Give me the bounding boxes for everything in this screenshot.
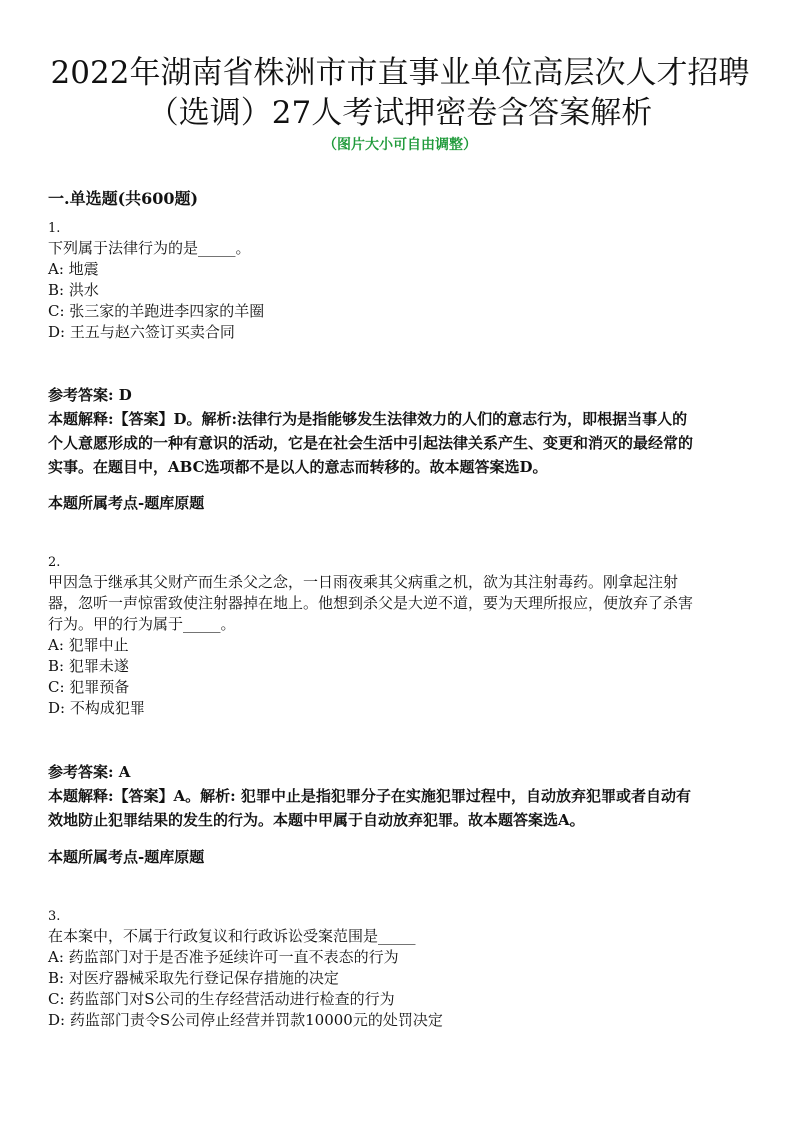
question-stem: 下列属于法律行为的是_____。 (48, 239, 251, 257)
question-stem: 甲因急于继承其父财产而生杀父之念，一日雨夜乘其父病重之机，欲为其注射毒药。刚拿起注射 (48, 573, 679, 591)
explanation-line: 个人意愿形成的一种有意识的活动，它是在社会生活中引起法律关系产生、变更和消灭的最经常的 (48, 434, 694, 452)
question-2 (48, 554, 760, 719)
answer-block-2 (48, 760, 760, 832)
page-title-line-2: （选调）27人考试押密卷含答案解析 (147, 95, 653, 131)
option-a: A: 犯罪中止 (48, 636, 129, 654)
reference-answer: 参考答案: A (48, 763, 131, 781)
option-d: D: 药监部门责令S公司停止经营并罚款10000元的处罚决定 (48, 1011, 443, 1029)
knowledge-point: 本题所属考点-题库原题 (48, 848, 205, 866)
question-1 (48, 220, 760, 343)
option-c: C: 犯罪预备 (48, 678, 130, 696)
question-stem: 器，忽听一声惊雷致使注射器掉在地上。他想到杀父是大逆不道，要为天理所报应，便放弃了杀害 (48, 594, 694, 612)
question-3 (48, 908, 760, 1031)
question-number: 2. (48, 555, 61, 570)
question-number: 3. (48, 909, 61, 924)
knowledge-point: 本题所属考点-题库原题 (48, 494, 205, 512)
page-title-line-1: 2022年湖南省株洲市市直事业单位高层次人才招聘 (50, 55, 750, 91)
option-b: B: 洪水 (48, 281, 99, 299)
option-d: D: 王五与赵六签订买卖合同 (48, 323, 235, 341)
question-number: 1. (48, 221, 61, 236)
explanation-line: 实事。在题目中，ABC选项都不是以人的意志而转移的。故本题答案选D。 (48, 458, 548, 476)
option-c: C: 张三家的羊跑进李四家的羊圈 (48, 302, 265, 320)
page-subtitle: （图片大小可自由调整） (323, 137, 477, 153)
explanation-line: 本题解释:【答案】D。解析:法律行为是指能够发生法律效力的人们的意志行为，即根据当事人的 (48, 410, 688, 428)
option-d: D: 不构成犯罪 (48, 699, 145, 717)
option-b: B: 犯罪未遂 (48, 657, 129, 675)
question-stem: 行为。甲的行为属于_____。 (48, 615, 236, 633)
option-c: C: 药监部门对S公司的生存经营活动进行检查的行为 (48, 990, 395, 1008)
question-stem: 在本案中，不属于行政复议和行政诉讼受案范围是_____ (48, 927, 416, 945)
section-title: 一.单选题(共600题) (48, 189, 199, 208)
option-b: B: 对医疗器械采取先行登记保存措施的决定 (48, 969, 339, 987)
option-a: A: 地震 (48, 260, 99, 278)
answer-block-1 (48, 383, 760, 479)
reference-answer: 参考答案: D (48, 386, 132, 404)
explanation-line: 本题解释:【答案】A。解析: 犯罪中止是指犯罪分子在实施犯罪过程中，自动放弃犯罪或者自动有 (48, 787, 691, 805)
option-a: A: 药监部门对于是否准予延续许可一直不表态的行为 (48, 948, 399, 966)
explanation-line: 效地防止犯罪结果的发生的行为。本题中甲属于自动放弃犯罪。故本题答案选A。 (48, 811, 585, 829)
